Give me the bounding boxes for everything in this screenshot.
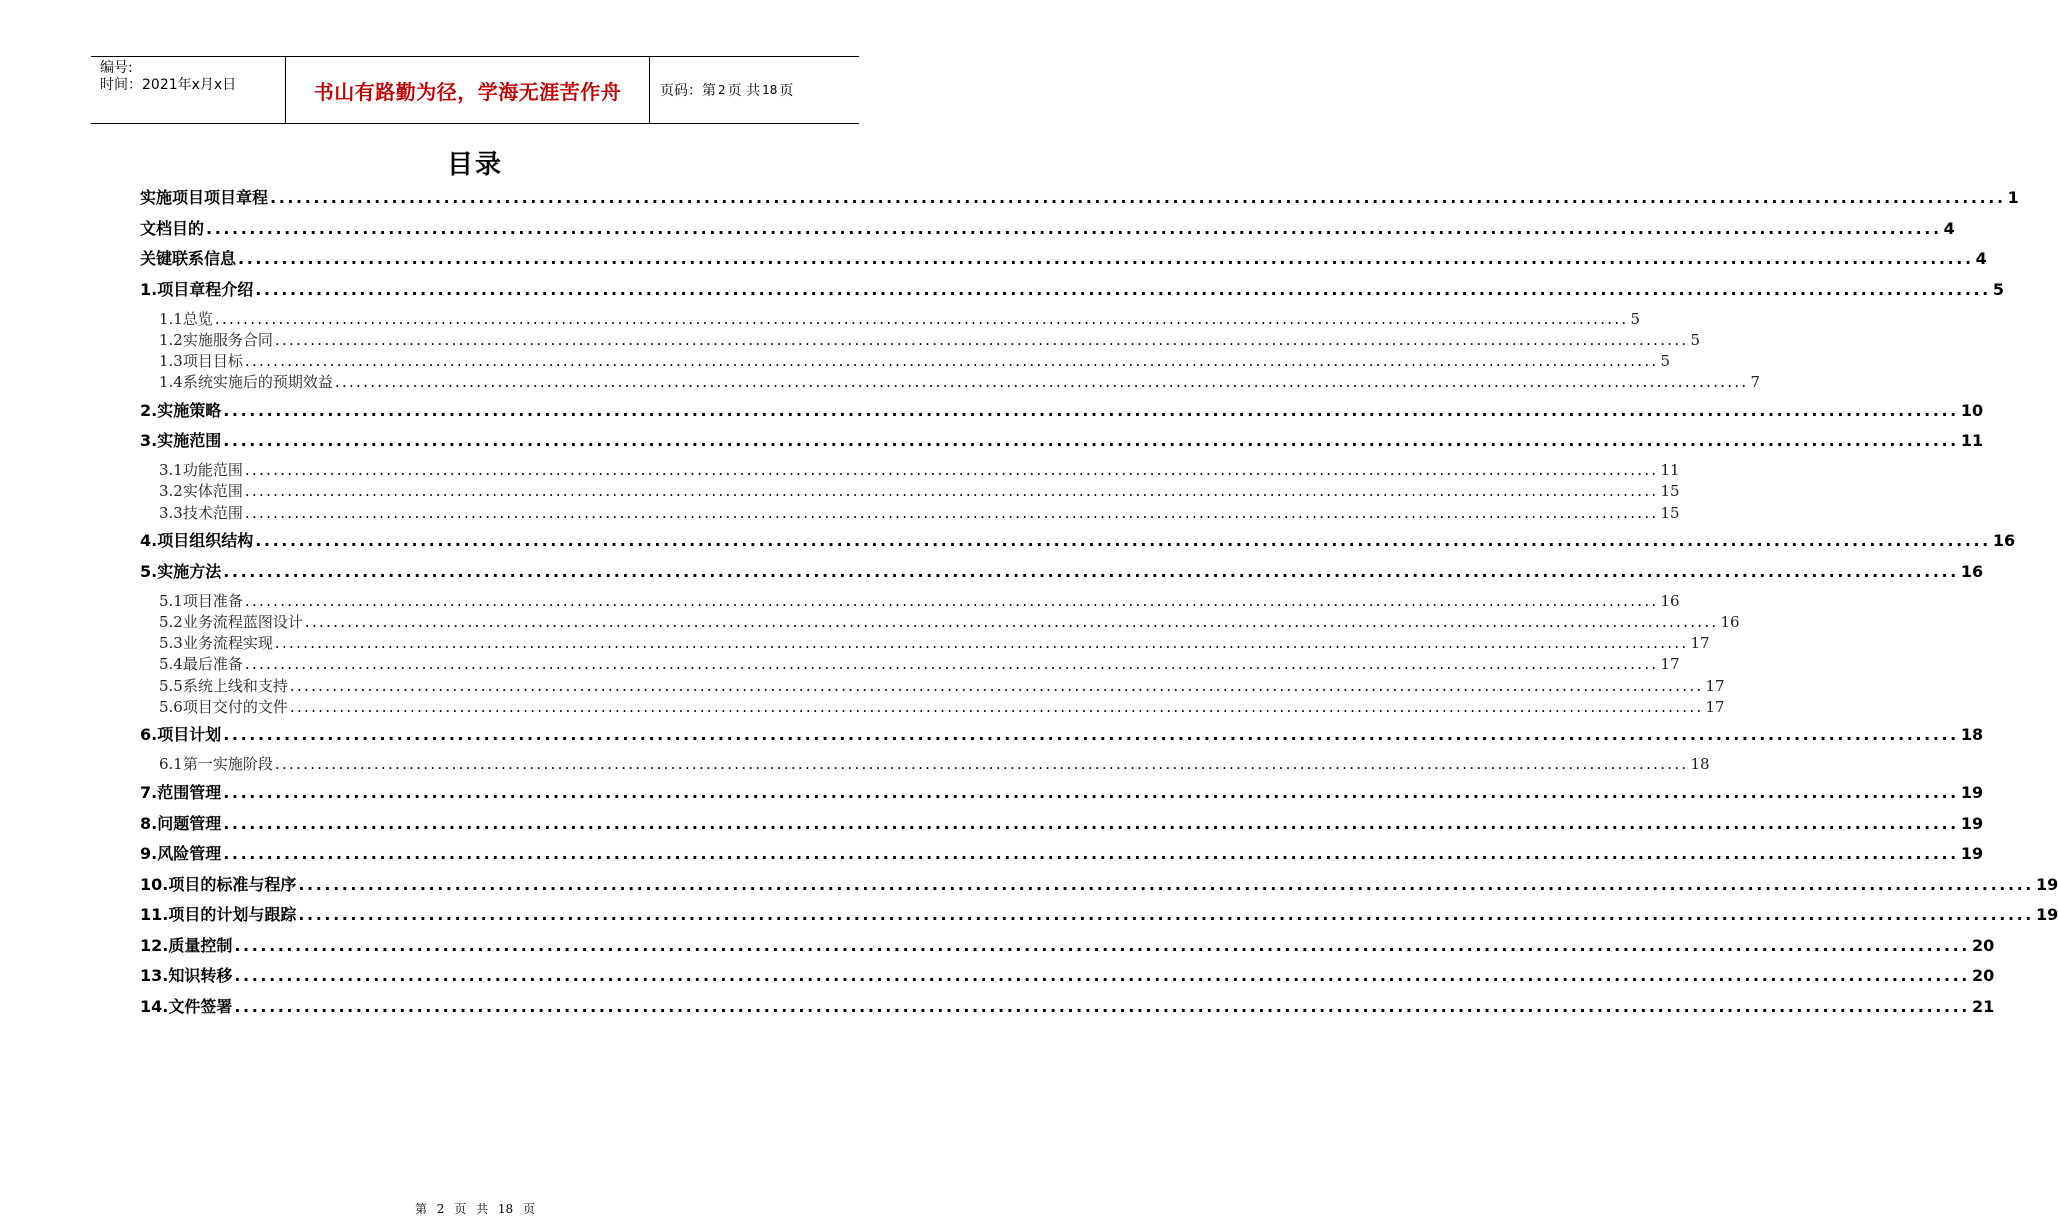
toc-entry-page: 4	[1975, 249, 1987, 268]
toc-entry-label: 文件签署	[168, 996, 233, 1016]
toc-entry-number: 5.5	[159, 676, 183, 695]
header-motto: 书山有路勤为径，学海无涯苦作舟	[286, 57, 650, 123]
toc-entry-label: 质量控制	[168, 935, 233, 955]
toc-dot-leader: ........................................................................................................................................................................................................	[274, 755, 1689, 774]
toc-entry-number: 8.	[140, 813, 158, 833]
toc-dot-leader: ........................................................................................................................................................................................................	[206, 218, 1942, 238]
toc-entry-page: 17	[1705, 697, 1725, 716]
toc-dot-leader: ........................................................................................................................................................................................................	[234, 966, 1970, 986]
toc-entry-label: 系统上线和支持	[182, 676, 288, 695]
toc-entry-label: 风险管理	[157, 844, 222, 864]
toc-entry-page: 1	[2007, 188, 2019, 207]
toc-entry-page: 16	[1720, 613, 1740, 631]
toc-dot-leader: ........................................................................................................................................................................................................	[289, 697, 1704, 716]
header-page-num: 2	[718, 83, 726, 97]
toc-entry[interactable]	[140, 480, 1680, 501]
toc-entry-label: 总览	[182, 309, 213, 328]
toc-entry[interactable]	[140, 185, 2019, 210]
toc-entry-page: 17	[1705, 676, 1725, 695]
toc-entry-page: 5	[1690, 330, 1701, 349]
header-page-suffix: 页	[779, 83, 794, 99]
toc-dot-leader: ........................................................................................................................................................................................................	[223, 561, 1959, 581]
toc-entry-page: 20	[1971, 966, 1995, 986]
toc-entry-label: 项目交付的文件	[182, 697, 288, 716]
toc-entry-number: 9.	[140, 844, 158, 864]
toc-entry-label: 项目准备	[182, 591, 243, 610]
toc-entry-number: 4.	[140, 531, 158, 551]
toc-entry-label: 关键联系信息	[140, 249, 237, 268]
toc-entry-number: 7.	[140, 783, 158, 803]
header-page-total: 18	[762, 83, 778, 97]
toc-entry-number: 2.	[140, 400, 158, 420]
page-footer	[0, 1200, 950, 1217]
toc-entry-label: 最后准备	[182, 655, 243, 674]
toc-entry[interactable]	[140, 611, 1740, 632]
toc-dot-leader: ........................................................................................................................................................................................................	[298, 874, 2034, 894]
toc-entry[interactable]	[140, 329, 1701, 350]
toc-dot-leader: ........................................................................................................................................................................................................	[244, 461, 1659, 480]
toc-entry-page: 10	[1960, 400, 1984, 420]
toc-entry[interactable]	[140, 216, 1955, 241]
toc-entry[interactable]	[140, 780, 1984, 805]
toc-entry-label: 项目组织结构	[157, 531, 254, 551]
toc-entry[interactable]	[140, 246, 1987, 271]
toc-entry-page: 5	[1992, 279, 2004, 299]
toc-entry[interactable]	[140, 308, 1641, 329]
toc-entry-number: 10.	[140, 874, 169, 894]
toc-entry[interactable]	[140, 653, 1680, 674]
toc-dot-leader: ........................................................................................................................................................................................................	[223, 725, 1959, 745]
toc-entry-page: 18	[1960, 725, 1984, 745]
toc-entry-number: 1.3	[159, 351, 183, 370]
toc-entry-label: 项目章程介绍	[157, 279, 254, 299]
toc-entry-page: 19	[2035, 874, 2058, 894]
toc-entry-page: 5	[1660, 351, 1671, 370]
toc-entry[interactable]	[140, 502, 1680, 523]
table-of-contents	[140, 185, 2058, 1019]
toc-entry-page: 20	[1971, 935, 1995, 955]
toc-entry[interactable]	[140, 902, 2058, 927]
toc-entry-page: 19	[1960, 844, 1984, 864]
toc-entry-page: 19	[1960, 783, 1984, 803]
toc-entry-page: 17	[1660, 655, 1680, 674]
toc-entry-number: 5.2	[159, 613, 183, 631]
toc-entry[interactable]	[140, 722, 1984, 747]
toc-dot-leader: ........................................................................................................................................................................................................	[304, 613, 1719, 631]
toc-entry-number: 5.3	[159, 634, 183, 653]
header-page-mid: 页 共	[727, 83, 761, 99]
toc-entry[interactable]	[140, 696, 1725, 717]
toc-dot-leader: ........................................................................................................................................................................................................	[244, 655, 1659, 674]
toc-entry-label: 实体范围	[182, 482, 243, 501]
toc-dot-leader: ........................................................................................................................................................................................................	[270, 188, 2006, 207]
toc-dot-leader: ........................................................................................................................................................................................................	[223, 783, 1959, 803]
toc-dot-leader: ........................................................................................................................................................................................................	[334, 373, 1749, 392]
footer-page-num: 2	[436, 1202, 445, 1216]
toc-entry-number: 1.	[140, 279, 158, 299]
toc-dot-leader: ........................................................................................................................................................................................................	[223, 431, 1959, 451]
page-header	[91, 56, 859, 124]
toc-entry-label: 文档目的	[140, 218, 205, 238]
toc-entry-page: 16	[1992, 531, 2016, 551]
toc-title: 目录	[446, 150, 503, 180]
toc-entry-number: 5.1	[159, 591, 183, 610]
toc-dot-leader: ........................................................................................................................................................................................................	[234, 996, 1970, 1016]
toc-dot-leader: ........................................................................................................................................................................................................	[244, 351, 1659, 370]
toc-entry-label: 技术范围	[182, 503, 243, 522]
toc-entry[interactable]	[140, 371, 1761, 392]
toc-entry-page: 7	[1750, 373, 1761, 392]
toc-entry[interactable]	[140, 277, 2004, 302]
toc-dot-leader: ........................................................................................................................................................................................................	[214, 309, 1629, 328]
header-page-prefix: 页码：第	[660, 83, 716, 99]
toc-dot-leader: ........................................................................................................................................................................................................	[234, 935, 1970, 955]
toc-entry[interactable]	[140, 933, 1995, 958]
footer-mid: 页 共	[454, 1202, 489, 1216]
toc-dot-leader: ........................................................................................................................................................................................................	[244, 503, 1659, 522]
toc-entry[interactable]	[140, 963, 1995, 988]
toc-entry[interactable]	[140, 675, 1725, 696]
toc-dot-leader: ........................................................................................................................................................................................................	[255, 279, 1991, 299]
toc-entry[interactable]	[140, 632, 1710, 653]
toc-entry-number: 6.1	[159, 755, 183, 774]
header-meta	[91, 57, 286, 123]
toc-entry-number: 1.2	[159, 330, 183, 349]
toc-entry[interactable]	[140, 994, 1995, 1019]
toc-entry-page: 18	[1690, 755, 1710, 774]
toc-entry[interactable]	[140, 428, 1984, 453]
toc-entry-number: 3.2	[159, 482, 183, 501]
toc-entry-page: 19	[2035, 905, 2058, 925]
toc-entry-number: 1.1	[159, 309, 183, 328]
toc-entry-page: 11	[1660, 461, 1680, 480]
toc-entry-label: 实施范围	[157, 431, 222, 451]
toc-dot-leader: ........................................................................................................................................................................................................	[274, 634, 1689, 653]
toc-entry-label: 实施方法	[157, 561, 222, 581]
toc-entry-number: 6.	[140, 725, 158, 745]
toc-dot-leader: ........................................................................................................................................................................................................	[244, 482, 1659, 501]
toc-entry-number: 11.	[140, 905, 169, 925]
toc-entry[interactable]	[140, 459, 1680, 480]
toc-entry[interactable]	[140, 753, 1710, 774]
toc-entry-page: 4	[1943, 218, 1955, 238]
toc-dot-leader: ........................................................................................................................................................................................................	[238, 249, 1974, 268]
toc-entry-label: 实施项目项目章程	[140, 188, 269, 207]
toc-entry-number: 12.	[140, 935, 169, 955]
footer-suffix: 页	[523, 1202, 536, 1216]
toc-entry-label: 业务流程实现	[182, 634, 273, 653]
toc-entry-label: 问题管理	[157, 813, 222, 833]
toc-entry[interactable]	[140, 590, 1680, 611]
toc-entry[interactable]	[140, 559, 1984, 584]
toc-dot-leader: ........................................................................................................................................................................................................	[274, 330, 1689, 349]
toc-entry-page: 11	[1960, 431, 1984, 451]
toc-entry-number: 5.4	[159, 655, 183, 674]
time-label: 时间：2021年x月x日	[100, 77, 237, 93]
toc-entry[interactable]	[140, 841, 1984, 866]
toc-entry-label: 项目的标准与程序	[168, 874, 297, 894]
toc-entry-number: 5.	[140, 561, 158, 581]
toc-entry-number: 14.	[140, 996, 169, 1016]
toc-entry[interactable]	[140, 350, 1671, 371]
code-label: 编号:	[100, 60, 133, 76]
toc-entry[interactable]	[140, 872, 2058, 897]
toc-entry-label: 实施策略	[157, 400, 222, 420]
toc-dot-leader: ........................................................................................................................................................................................................	[255, 531, 1991, 551]
toc-entry-label: 知识转移	[168, 966, 233, 986]
toc-entry-page: 15	[1660, 482, 1680, 501]
toc-dot-leader: ........................................................................................................................................................................................................	[223, 813, 1959, 833]
toc-entry[interactable]	[140, 398, 1984, 423]
toc-dot-leader: ........................................................................................................................................................................................................	[289, 676, 1704, 695]
toc-entry-page: 17	[1690, 634, 1710, 653]
header-page-info	[650, 57, 859, 123]
toc-dot-leader: ........................................................................................................................................................................................................	[298, 905, 2034, 925]
toc-entry-number: 3.	[140, 431, 158, 451]
toc-entry-label: 项目的计划与跟踪	[168, 905, 297, 925]
toc-entry-page: 19	[1960, 813, 1984, 833]
toc-dot-leader: ........................................................................................................................................................................................................	[223, 844, 1959, 864]
toc-entry-label: 范围管理	[157, 783, 222, 803]
toc-entry[interactable]	[140, 811, 1984, 836]
toc-entry-label: 第一实施阶段	[182, 755, 273, 774]
toc-entry-label: 系统实施后的预期效益	[182, 373, 333, 392]
toc-entry[interactable]	[140, 528, 2016, 553]
toc-entry-label: 功能范围	[182, 461, 243, 480]
toc-entry-page: 16	[1660, 591, 1680, 610]
toc-entry-number: 3.1	[159, 461, 183, 480]
toc-entry-number: 3.3	[159, 503, 183, 522]
toc-entry-page: 21	[1971, 996, 1995, 1016]
toc-dot-leader: ........................................................................................................................................................................................................	[223, 400, 1959, 420]
toc-dot-leader: ........................................................................................................................................................................................................	[244, 591, 1659, 610]
toc-entry-page: 5	[1630, 309, 1641, 328]
toc-entry-label: 项目计划	[157, 725, 222, 745]
toc-entry-label: 业务流程蓝图设计	[182, 613, 303, 631]
toc-entry-number: 5.6	[159, 697, 183, 716]
footer-prefix: 第	[414, 1202, 427, 1216]
toc-entry-label: 项目目标	[182, 351, 243, 370]
toc-entry-page: 15	[1660, 503, 1680, 522]
footer-total: 18	[497, 1202, 514, 1216]
toc-entry-page: 16	[1960, 561, 1984, 581]
toc-entry-label: 实施服务合同	[182, 330, 273, 349]
toc-entry-number: 13.	[140, 966, 169, 986]
toc-entry-number: 1.4	[159, 373, 183, 392]
